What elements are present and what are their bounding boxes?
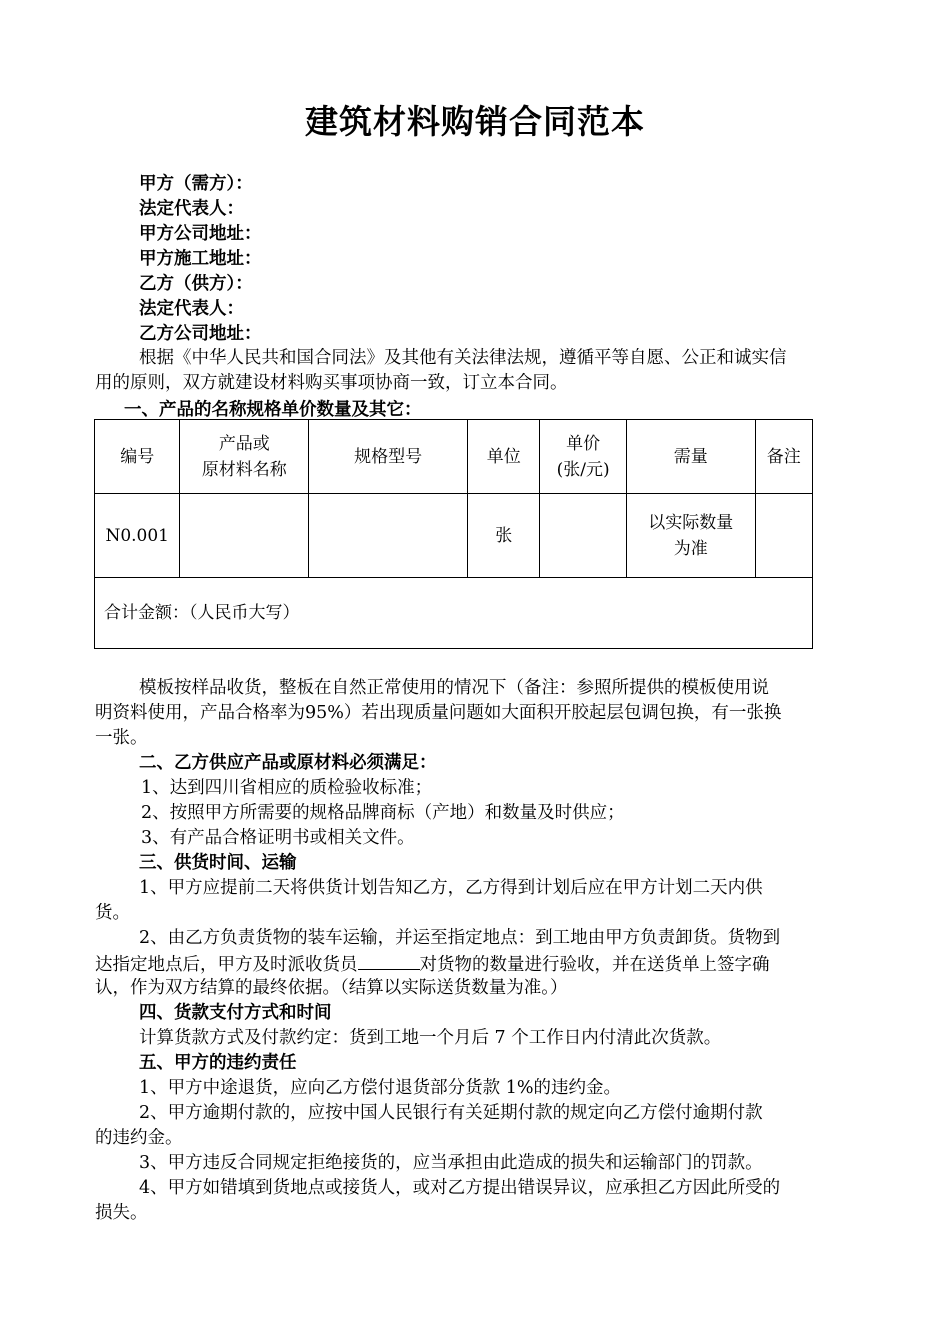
party-a-label: 甲方（需方）： — [139, 174, 253, 194]
section-5-item-4-line-1: 4、甲方如错填到货地点或接货人，或对乙方提出错误异议，应承担乙方因此所受的 — [139, 1178, 781, 1198]
section-3-p1-line-2: 货。 — [95, 903, 130, 923]
section-3-title: 三、供货时间、运输 — [139, 853, 297, 873]
quality-note-line-2: 明资料使用，产品合格率为95%）若出现质量问题如大面积开胶起层包调包换，有一张换 — [95, 703, 782, 723]
header-spec: 规格型号 — [309, 420, 468, 494]
party-a-representative-label: 法定代表人： — [139, 199, 244, 219]
total-amount: 合计金额：（人民币大写） — [95, 578, 813, 649]
party-b-label: 乙方（供方）： — [139, 274, 253, 294]
section-3-p2-line-2b: 对货物的数量进行验收，并在送货单上签字确 — [419, 955, 770, 975]
header-name-line-2: 原材料名称 — [201, 459, 287, 480]
section-5-item-1: 1、甲方中途退货，应向乙方偿付退货部分货款 1%的违约金。 — [139, 1078, 621, 1098]
table-total-row — [95, 578, 813, 649]
section-5-title: 五、甲方的违约责任 — [139, 1053, 297, 1073]
cell-note — [755, 494, 812, 578]
section-3-p2-line-3: 认，作为双方结算的最终依据。（结算以实际送货数量为准。） — [95, 978, 568, 998]
cell-qty — [626, 494, 755, 578]
party-a-site-address-label: 甲方施工地址： — [139, 249, 262, 269]
section-1-title: 一、产品的名称规格单价数量及其它： — [124, 400, 422, 420]
receiver-blank — [358, 951, 420, 970]
header-price-line-2: (张/元) — [556, 459, 610, 480]
section-2-item-2: 2、按照甲方所需要的规格品牌商标（产地）和数量及时供应； — [141, 803, 625, 823]
section-5-item-2-line-1: 2、甲方逾期付款的，应按中国人民银行有关延期付款的规定向乙方偿付逾期付款 — [139, 1103, 763, 1123]
header-unit: 单位 — [468, 420, 540, 494]
intro-line-2: 用的原则，双方就建设材料购买事项协商一致，订立本合同。 — [95, 373, 568, 393]
section-4-title: 四、货款支付方式和时间 — [139, 1003, 332, 1023]
page-title: 建筑材料购销合同范本 — [305, 102, 645, 141]
party-b-company-address-label: 乙方公司地址： — [139, 324, 262, 344]
section-3-p1-line-1: 1、甲方应提前二天将供货计划告知乙方，乙方得到计划后应在甲方计划二天内供 — [139, 878, 763, 898]
header-name — [180, 420, 309, 494]
section-2-item-1: 1、达到四川省相应的质检验收标准； — [141, 778, 433, 798]
cell-no: N0.001 — [95, 494, 180, 578]
cell-spec — [309, 494, 468, 578]
section-3-p2-line-1: 2、由乙方负责货物的装车运输，并运至指定地点：到工地由甲方负责卸货。货物到 — [139, 928, 781, 948]
party-a-company-address-label: 甲方公司地址： — [139, 224, 262, 244]
table-header-row — [95, 420, 813, 494]
section-5-item-4-line-2: 损失。 — [95, 1203, 148, 1223]
section-3-p2-line-2 — [95, 951, 820, 978]
section-3-p2-line-2a: 达指定地点后，甲方及时派收货员 — [95, 955, 358, 975]
section-5-item-2-line-2: 的违约金。 — [95, 1128, 183, 1148]
section-2-item-3: 3、有产品合格证明书或相关文件。 — [141, 828, 415, 848]
cell-qty-line-1: 以实际数量 — [648, 512, 734, 533]
cell-price — [540, 494, 626, 578]
section-5-item-3: 3、甲方违反合同规定拒绝接货的，应当承担由此造成的损失和运输部门的罚款。 — [139, 1153, 763, 1173]
section-2-title: 二、乙方供应产品或原材料必须满足： — [139, 753, 437, 773]
quality-note-line-3: 一张。 — [95, 728, 148, 748]
cell-name — [180, 494, 309, 578]
header-no: 编号 — [95, 420, 180, 494]
header-price-line-1: 单价 — [566, 433, 601, 454]
section-4-text: 计算货款方式及付款约定：货到工地一个月后 7 个工作日内付清此次货款。 — [139, 1028, 722, 1048]
quality-note-line-1: 模板按样品收货，整板在自然正常使用的情况下（备注：参照所提供的模板使用说 — [139, 678, 769, 698]
cell-qty-line-2: 为准 — [673, 538, 708, 559]
product-table — [94, 419, 813, 649]
header-note: 备注 — [755, 420, 812, 494]
header-name-line-1: 产品或 — [218, 433, 270, 454]
party-b-representative-label: 法定代表人： — [139, 299, 244, 319]
cell-unit: 张 — [468, 494, 540, 578]
header-price — [540, 420, 626, 494]
intro-line-1: 根据《中华人民共和国合同法》及其他有关法律法规，遵循平等自愿、公正和诚实信 — [139, 348, 787, 368]
table-row — [95, 494, 813, 578]
header-qty: 需量 — [626, 420, 755, 494]
